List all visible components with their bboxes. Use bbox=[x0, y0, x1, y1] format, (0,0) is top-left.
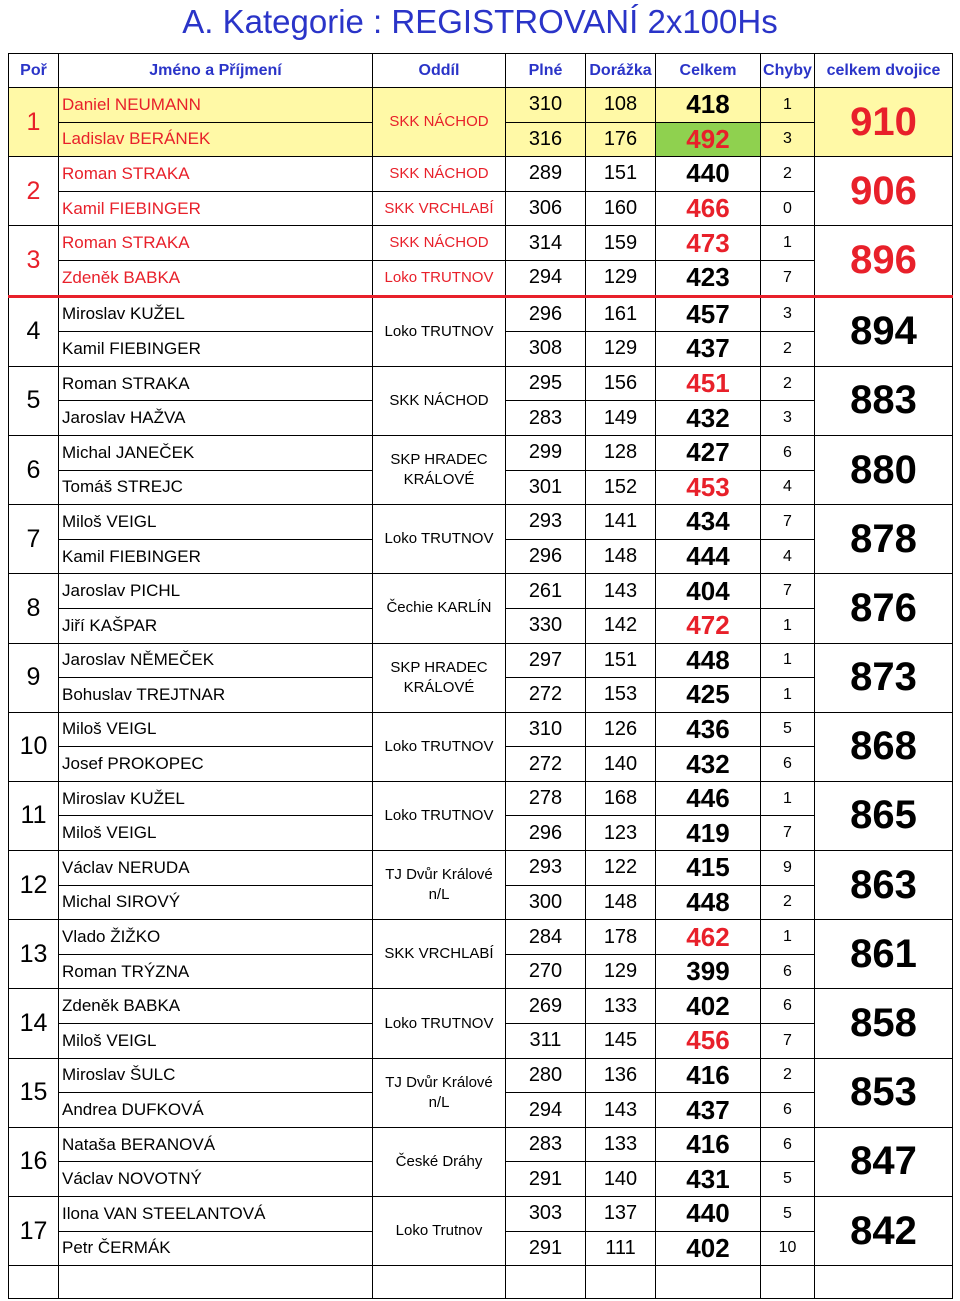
full-score: 294 bbox=[506, 1093, 586, 1128]
errors-count: 9 bbox=[761, 851, 815, 886]
clear-score: 140 bbox=[586, 747, 656, 782]
errors-count: 5 bbox=[761, 712, 815, 747]
empty-cell bbox=[506, 1266, 586, 1299]
errors-count: 1 bbox=[761, 920, 815, 955]
player-name: Roman STRAKA bbox=[59, 226, 373, 261]
errors-count: 1 bbox=[761, 608, 815, 643]
player-name: Tomáš STREJC bbox=[59, 470, 373, 505]
full-score: 310 bbox=[506, 88, 586, 123]
club-cell: SKK NÁCHOD bbox=[373, 88, 506, 157]
table-row bbox=[9, 157, 953, 192]
clear-score: 160 bbox=[586, 191, 656, 226]
club-cell: SKK NÁCHOD bbox=[373, 366, 506, 435]
total-score: 427 bbox=[656, 435, 761, 470]
club-cell: České Dráhy bbox=[373, 1127, 506, 1196]
player-name: Jaroslav PICHL bbox=[59, 574, 373, 609]
player-name: Andrea DUFKOVÁ bbox=[59, 1093, 373, 1128]
errors-count: 1 bbox=[761, 781, 815, 816]
rank-cell: 14 bbox=[9, 989, 59, 1058]
table-row bbox=[9, 1197, 953, 1232]
errors-count: 5 bbox=[761, 1162, 815, 1197]
rank-cell: 1 bbox=[9, 88, 59, 157]
pair-total: 910 bbox=[815, 88, 953, 157]
errors-count: 3 bbox=[761, 401, 815, 436]
empty-cell bbox=[373, 1266, 506, 1299]
clear-score: 161 bbox=[586, 296, 656, 332]
total-score: 466 bbox=[656, 191, 761, 226]
total-score: 456 bbox=[656, 1024, 761, 1059]
empty-row bbox=[9, 1266, 953, 1299]
table-row bbox=[9, 191, 953, 226]
player-name: Roman STRAKA bbox=[59, 366, 373, 401]
player-name: Zdeněk BABKA bbox=[59, 260, 373, 296]
rank-cell: 4 bbox=[9, 296, 59, 366]
errors-count: 2 bbox=[761, 332, 815, 367]
player-name: Miloš VEIGL bbox=[59, 816, 373, 851]
total-score: 402 bbox=[656, 1231, 761, 1266]
player-name: Roman STRAKA bbox=[59, 157, 373, 192]
full-score: 294 bbox=[506, 260, 586, 296]
rank-cell: 11 bbox=[9, 781, 59, 850]
clear-score: 141 bbox=[586, 505, 656, 540]
total-score: 473 bbox=[656, 226, 761, 261]
rank-cell: 2 bbox=[9, 157, 59, 226]
full-score: 291 bbox=[506, 1231, 586, 1266]
full-score: 330 bbox=[506, 608, 586, 643]
errors-count: 3 bbox=[761, 296, 815, 332]
pair-total: 878 bbox=[815, 505, 953, 574]
total-score: 453 bbox=[656, 470, 761, 505]
player-name: Miloš VEIGL bbox=[59, 505, 373, 540]
clear-score: 129 bbox=[586, 954, 656, 989]
errors-count: 1 bbox=[761, 678, 815, 713]
total-score: 437 bbox=[656, 1093, 761, 1128]
full-score: 270 bbox=[506, 954, 586, 989]
clear-score: 151 bbox=[586, 157, 656, 192]
pair-total: 894 bbox=[815, 296, 953, 366]
clear-score: 178 bbox=[586, 920, 656, 955]
errors-count: 10 bbox=[761, 1231, 815, 1266]
rank-cell: 16 bbox=[9, 1127, 59, 1196]
club-cell: SKP HRADEC KRÁLOVÉ bbox=[373, 435, 506, 504]
player-name: Zdeněk BABKA bbox=[59, 989, 373, 1024]
full-score: 303 bbox=[506, 1197, 586, 1232]
club-cell: Loko TRUTNOV bbox=[373, 505, 506, 574]
table-row bbox=[9, 296, 953, 332]
full-score: 295 bbox=[506, 366, 586, 401]
page-title: A. Kategorie : REGISTROVANÍ 2x100Hs bbox=[182, 3, 778, 40]
clear-score: 143 bbox=[586, 574, 656, 609]
club-cell: Loko TRUTNOV bbox=[373, 989, 506, 1058]
errors-count: 7 bbox=[761, 816, 815, 851]
clear-score: 176 bbox=[586, 122, 656, 157]
full-score: 283 bbox=[506, 1127, 586, 1162]
full-score: 272 bbox=[506, 678, 586, 713]
table-row bbox=[9, 505, 953, 540]
clear-score: 148 bbox=[586, 539, 656, 574]
total-score: 415 bbox=[656, 851, 761, 886]
full-score: 272 bbox=[506, 747, 586, 782]
club-cell: Čechie KARLÍN bbox=[373, 574, 506, 643]
pair-total: 861 bbox=[815, 920, 953, 989]
pair-total: 883 bbox=[815, 366, 953, 435]
club-cell: Loko TRUTNOV bbox=[373, 260, 506, 296]
clear-score: 129 bbox=[586, 260, 656, 296]
table-row bbox=[9, 366, 953, 401]
player-name: Miroslav KUŽEL bbox=[59, 781, 373, 816]
club-cell: Loko Trutnov bbox=[373, 1197, 506, 1266]
clear-score: 129 bbox=[586, 332, 656, 367]
full-score: 289 bbox=[506, 157, 586, 192]
club-cell: SKK VRCHLABÍ bbox=[373, 191, 506, 226]
pair-total: 865 bbox=[815, 781, 953, 850]
errors-count: 6 bbox=[761, 435, 815, 470]
player-name: Jaroslav HAŽVA bbox=[59, 401, 373, 436]
full-score: 310 bbox=[506, 712, 586, 747]
club-cell: TJ Dvůr Králové n/L bbox=[373, 1058, 506, 1127]
results-body bbox=[9, 88, 953, 1299]
full-score: 306 bbox=[506, 191, 586, 226]
total-score: 419 bbox=[656, 816, 761, 851]
club-cell: TJ Dvůr Králové n/L bbox=[373, 851, 506, 920]
table-row bbox=[9, 851, 953, 886]
errors-count: 5 bbox=[761, 1197, 815, 1232]
pair-total: 880 bbox=[815, 435, 953, 504]
pair-total: 873 bbox=[815, 643, 953, 712]
errors-count: 6 bbox=[761, 989, 815, 1024]
player-name: Ladislav BERÁNEK bbox=[59, 122, 373, 157]
total-score: 399 bbox=[656, 954, 761, 989]
total-score: 440 bbox=[656, 1197, 761, 1232]
club-cell: Loko TRUTNOV bbox=[373, 712, 506, 781]
player-name: Vlado ŽIŽKO bbox=[59, 920, 373, 955]
clear-score: 137 bbox=[586, 1197, 656, 1232]
errors-count: 6 bbox=[761, 747, 815, 782]
rank-cell: 5 bbox=[9, 366, 59, 435]
table-row bbox=[9, 712, 953, 747]
clear-score: 159 bbox=[586, 226, 656, 261]
empty-cell bbox=[9, 1266, 59, 1299]
full-score: 296 bbox=[506, 816, 586, 851]
total-score: 416 bbox=[656, 1058, 761, 1093]
errors-count: 1 bbox=[761, 226, 815, 261]
errors-count: 4 bbox=[761, 470, 815, 505]
player-name: Ilona VAN STEELANTOVÁ bbox=[59, 1197, 373, 1232]
player-name: Michal SIROVÝ bbox=[59, 885, 373, 920]
errors-count: 1 bbox=[761, 643, 815, 678]
full-score: 299 bbox=[506, 435, 586, 470]
pair-total: 847 bbox=[815, 1127, 953, 1196]
club-cell: SKK NÁCHOD bbox=[373, 157, 506, 192]
table-row bbox=[9, 989, 953, 1024]
total-score: 431 bbox=[656, 1162, 761, 1197]
player-name: Petr ČERMÁK bbox=[59, 1231, 373, 1266]
clear-score: 168 bbox=[586, 781, 656, 816]
rank-cell: 8 bbox=[9, 574, 59, 643]
rank-cell: 10 bbox=[9, 712, 59, 781]
table-row bbox=[9, 435, 953, 470]
full-score: 308 bbox=[506, 332, 586, 367]
errors-count: 7 bbox=[761, 260, 815, 296]
errors-count: 2 bbox=[761, 1058, 815, 1093]
clear-score: 128 bbox=[586, 435, 656, 470]
player-name: Bohuslav TREJTNAR bbox=[59, 678, 373, 713]
pair-total: 842 bbox=[815, 1197, 953, 1266]
total-score: 462 bbox=[656, 920, 761, 955]
table-row bbox=[9, 1058, 953, 1093]
header-club: Oddíl bbox=[373, 54, 506, 88]
pair-total: 868 bbox=[815, 712, 953, 781]
player-name: Michal JANEČEK bbox=[59, 435, 373, 470]
full-score: 316 bbox=[506, 122, 586, 157]
header-errors: Chyby bbox=[761, 54, 815, 88]
full-score: 293 bbox=[506, 851, 586, 886]
clear-score: 133 bbox=[586, 1127, 656, 1162]
rank-cell: 9 bbox=[9, 643, 59, 712]
club-cell: Loko TRUTNOV bbox=[373, 781, 506, 850]
pair-total: 858 bbox=[815, 989, 953, 1058]
empty-cell bbox=[815, 1266, 953, 1299]
player-name: Miloš VEIGL bbox=[59, 712, 373, 747]
total-score: 425 bbox=[656, 678, 761, 713]
full-score: 300 bbox=[506, 885, 586, 920]
full-score: 296 bbox=[506, 296, 586, 332]
total-score: 457 bbox=[656, 296, 761, 332]
errors-count: 0 bbox=[761, 191, 815, 226]
errors-count: 6 bbox=[761, 1093, 815, 1128]
full-score: 293 bbox=[506, 505, 586, 540]
total-score: 437 bbox=[656, 332, 761, 367]
full-score: 311 bbox=[506, 1024, 586, 1059]
clear-score: 151 bbox=[586, 643, 656, 678]
table-row bbox=[9, 260, 953, 296]
full-score: 261 bbox=[506, 574, 586, 609]
player-name: Jiří KAŠPAR bbox=[59, 608, 373, 643]
pair-total: 876 bbox=[815, 574, 953, 643]
header-pair: celkem dvojice bbox=[815, 54, 953, 88]
total-score: 416 bbox=[656, 1127, 761, 1162]
empty-cell bbox=[586, 1266, 656, 1299]
player-name: Roman TRÝZNA bbox=[59, 954, 373, 989]
club-cell: SKP HRADEC KRÁLOVÉ bbox=[373, 643, 506, 712]
rank-cell: 6 bbox=[9, 435, 59, 504]
clear-score: 142 bbox=[586, 608, 656, 643]
header-row bbox=[9, 54, 953, 88]
total-score: 434 bbox=[656, 505, 761, 540]
total-score: 448 bbox=[656, 643, 761, 678]
errors-count: 7 bbox=[761, 1024, 815, 1059]
clear-score: 136 bbox=[586, 1058, 656, 1093]
empty-cell bbox=[656, 1266, 761, 1299]
header-name: Jméno a Příjmení bbox=[59, 54, 373, 88]
errors-count: 1 bbox=[761, 88, 815, 123]
errors-count: 6 bbox=[761, 1127, 815, 1162]
clear-score: 156 bbox=[586, 366, 656, 401]
full-score: 284 bbox=[506, 920, 586, 955]
full-score: 278 bbox=[506, 781, 586, 816]
table-row bbox=[9, 920, 953, 955]
total-score: 446 bbox=[656, 781, 761, 816]
pair-total: 853 bbox=[815, 1058, 953, 1127]
player-name: Miroslav KUŽEL bbox=[59, 296, 373, 332]
empty-cell bbox=[761, 1266, 815, 1299]
clear-score: 140 bbox=[586, 1162, 656, 1197]
full-score: 296 bbox=[506, 539, 586, 574]
full-score: 283 bbox=[506, 401, 586, 436]
header-total: Celkem bbox=[656, 54, 761, 88]
total-score: 432 bbox=[656, 747, 761, 782]
player-name: Daniel NEUMANN bbox=[59, 88, 373, 123]
full-score: 269 bbox=[506, 989, 586, 1024]
total-score: 444 bbox=[656, 539, 761, 574]
clear-score: 143 bbox=[586, 1093, 656, 1128]
player-name: Nataša BERANOVÁ bbox=[59, 1127, 373, 1162]
player-name: Kamil FIEBINGER bbox=[59, 539, 373, 574]
player-name: Miroslav ŠULC bbox=[59, 1058, 373, 1093]
total-score: 472 bbox=[656, 608, 761, 643]
total-score: 440 bbox=[656, 157, 761, 192]
clear-score: 123 bbox=[586, 816, 656, 851]
clear-score: 111 bbox=[586, 1231, 656, 1266]
errors-count: 2 bbox=[761, 157, 815, 192]
rank-cell: 15 bbox=[9, 1058, 59, 1127]
clear-score: 149 bbox=[586, 401, 656, 436]
player-name: Josef PROKOPEC bbox=[59, 747, 373, 782]
errors-count: 7 bbox=[761, 574, 815, 609]
club-cell: SKK VRCHLABÍ bbox=[373, 920, 506, 989]
total-score: 448 bbox=[656, 885, 761, 920]
errors-count: 7 bbox=[761, 505, 815, 540]
table-row bbox=[9, 781, 953, 816]
rank-cell: 3 bbox=[9, 226, 59, 296]
total-score: 423 bbox=[656, 260, 761, 296]
total-score: 451 bbox=[656, 366, 761, 401]
total-score: 432 bbox=[656, 401, 761, 436]
club-cell: SKK NÁCHOD bbox=[373, 226, 506, 261]
player-name: Kamil FIEBINGER bbox=[59, 332, 373, 367]
pair-total: 896 bbox=[815, 226, 953, 296]
player-name: Václav NOVOTNÝ bbox=[59, 1162, 373, 1197]
clear-score: 145 bbox=[586, 1024, 656, 1059]
table-row bbox=[9, 1127, 953, 1162]
pair-total: 863 bbox=[815, 851, 953, 920]
total-score: 404 bbox=[656, 574, 761, 609]
clear-score: 153 bbox=[586, 678, 656, 713]
player-name: Kamil FIEBINGER bbox=[59, 191, 373, 226]
clear-score: 148 bbox=[586, 885, 656, 920]
errors-count: 3 bbox=[761, 122, 815, 157]
table-row bbox=[9, 88, 953, 123]
errors-count: 2 bbox=[761, 366, 815, 401]
full-score: 297 bbox=[506, 643, 586, 678]
rank-cell: 12 bbox=[9, 851, 59, 920]
errors-count: 6 bbox=[761, 954, 815, 989]
results-table bbox=[8, 53, 953, 1299]
table-row bbox=[9, 574, 953, 609]
clear-score: 122 bbox=[586, 851, 656, 886]
player-name: Václav NERUDA bbox=[59, 851, 373, 886]
table-row bbox=[9, 226, 953, 261]
pair-total: 906 bbox=[815, 157, 953, 226]
header-rank: Poř bbox=[9, 54, 59, 88]
errors-count: 2 bbox=[761, 885, 815, 920]
clear-score: 126 bbox=[586, 712, 656, 747]
club-cell: Loko TRUTNOV bbox=[373, 296, 506, 366]
clear-score: 108 bbox=[586, 88, 656, 123]
rank-cell: 13 bbox=[9, 920, 59, 989]
total-score: 402 bbox=[656, 989, 761, 1024]
full-score: 301 bbox=[506, 470, 586, 505]
rank-cell: 17 bbox=[9, 1197, 59, 1266]
total-score: 418 bbox=[656, 88, 761, 123]
total-score: 492 bbox=[656, 122, 761, 157]
total-score: 436 bbox=[656, 712, 761, 747]
table-row bbox=[9, 643, 953, 678]
full-score: 314 bbox=[506, 226, 586, 261]
errors-count: 4 bbox=[761, 539, 815, 574]
player-name: Jaroslav NĚMEČEK bbox=[59, 643, 373, 678]
header-clear: Dorážka bbox=[586, 54, 656, 88]
clear-score: 133 bbox=[586, 989, 656, 1024]
clear-score: 152 bbox=[586, 470, 656, 505]
rank-cell: 7 bbox=[9, 505, 59, 574]
empty-cell bbox=[59, 1266, 373, 1299]
full-score: 291 bbox=[506, 1162, 586, 1197]
full-score: 280 bbox=[506, 1058, 586, 1093]
player-name: Miloš VEIGL bbox=[59, 1024, 373, 1059]
header-full: Plné bbox=[506, 54, 586, 88]
